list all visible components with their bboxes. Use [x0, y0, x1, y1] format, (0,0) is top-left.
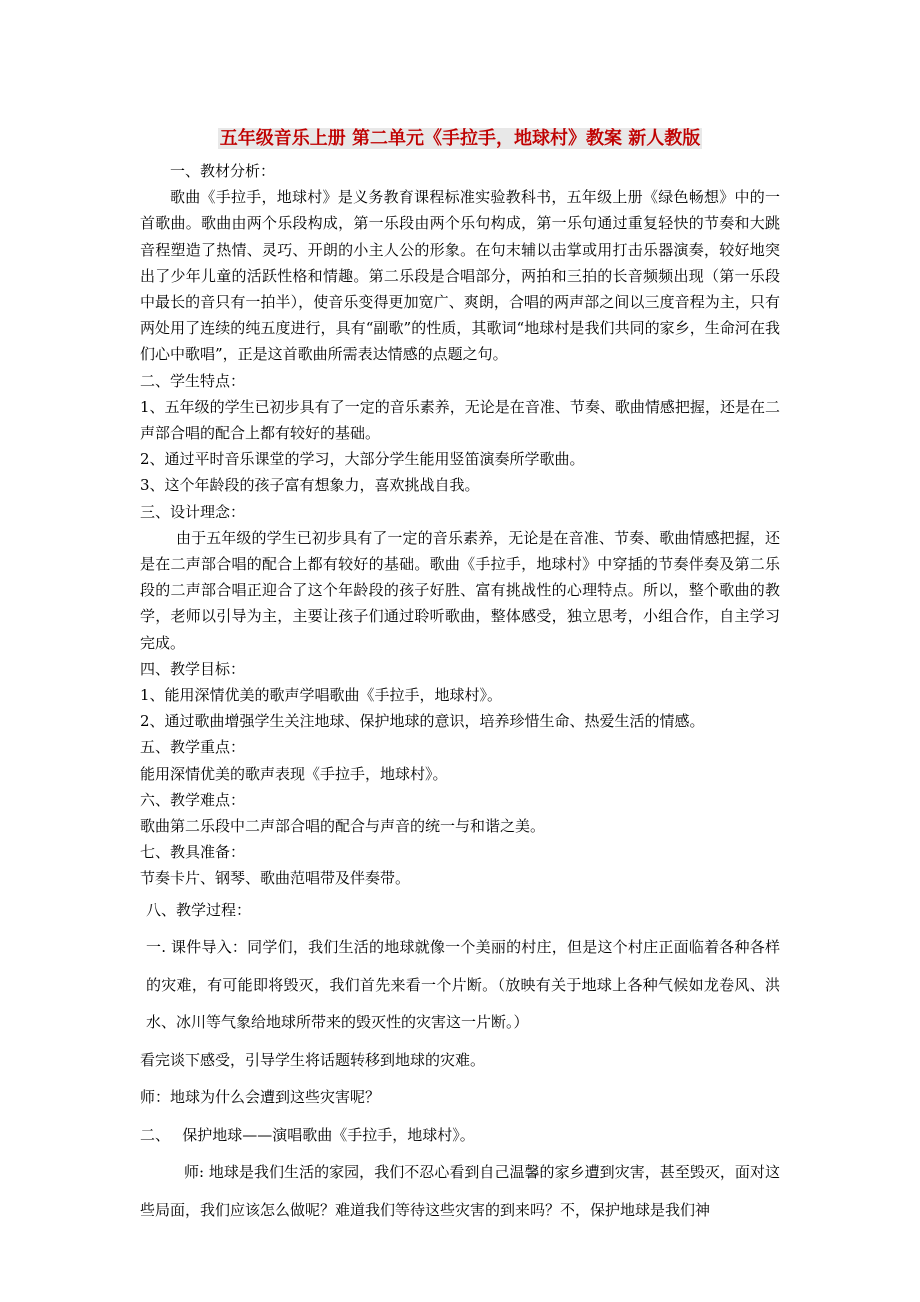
- paragraph: 3、这个年龄段的孩子富有想象力，喜欢挑战自我。: [140, 476, 480, 495]
- paragraph: 1、能用深情优美的歌声学唱歌曲《手拉手，地球村》。: [140, 686, 503, 705]
- section-heading: 八、教学过程：: [146, 900, 252, 919]
- paragraph: 2、通过歌曲增强学生关注地球、保护地球的意识，培养珍惜生命、热爱生活的情感。: [140, 712, 705, 731]
- paragraph: 能用深情优美的歌声表现《手拉手，地球村》。: [140, 764, 448, 783]
- paragraph: 由于五年级的学生已初步具有了一定的音乐素养，无论是在音准、节奏、歌曲情感把握，还是在二声部合唱的配合上都有较好的基础。歌曲《手拉手，地球村》中穿插的节奏伴奏及第二乐段的二声部合唱正迎合了这个年龄段的孩子好胜、富有挑战性的心理特点。所以，整个歌曲的教学，老师以引导为主，主要让孩子们通过聆听歌曲，整体感受，独立思考，小组合作，自主学习完成。: [140, 528, 780, 652]
- paragraph: 歌曲第二乐段中二声部合唱的配合与声音的统一与和谐之美。: [140, 817, 546, 836]
- paragraph: 看完谈下感受，引导学生将话题转移到地球的灾难。: [140, 1050, 486, 1069]
- paragraph: 师: 地球是我们生活的家园，我们不忍心看到自己温馨的家乡遭到灾害，甚至毁灭，面对这些局面，我们应该怎么做呢？难道我们等待这些灾害的到来吗？不，保护地球是我们神: [140, 1163, 780, 1219]
- section-heading: 二、学生特点：: [140, 371, 246, 390]
- paragraph: 二、 保护地球——演唱歌曲《手拉手，地球村》。: [140, 1125, 475, 1144]
- paragraph: 2、通过平时音乐课堂的学习，大部分学生能用竖笛演奏所学歌曲。: [140, 450, 585, 469]
- section-heading: 三、设计理念：: [140, 502, 246, 521]
- section-heading: 一、教材分析：: [170, 162, 276, 180]
- section-heading: 五、教学重点：: [140, 738, 246, 757]
- paragraph: 师：地球为什么会遭到这些灾害呢？: [140, 1088, 381, 1107]
- paragraph: 1、五年级的学生已初步具有了一定的音乐素养，无论是在音准、节奏、歌曲情感把握，还是在二声部合唱的配合上都有较好的基础。: [140, 397, 780, 443]
- section-heading: 六、教学难点：: [140, 790, 246, 809]
- paragraph: 歌曲《手拉手，地球村》是义务教育课程标准实验教科书，五年级上册《绿色畅想》中的一首歌曲。歌曲由两个乐段构成，第一乐段由两个乐句构成，第一乐句通过重复轻快的节奏和大跳音程塑造了热情、灵巧、开朗的小主人公的形象。在句末辅以击掌或用打击乐器演奏，较好地突出了少年儿童的活跃性格和情趣。第二乐段是合唱部分，两拍和三拍的长音频频出现（第一乐段中最长的音只有一拍半），使音乐变得更加宽广、爽朗，合唱的两声部之间以三度音程为主，只有两处用了连续的纯五度进行，具有“副歌”的性质，其歌词“地球村是我们共同的家乡，生命河在我们心中歌唱”，正是这首歌曲所需表达情感的点题之句。: [140, 188, 780, 364]
- document-body: [140, 158, 780, 1229]
- paragraph: 一. 课件导入：同学们，我们生活的地球就像一个美丽的村庄，但是这个村庄正面临着各种各样的灾难，有可能即将毁灭，我们首先来看一个片断。（放映有关于地球上各种气候如龙卷风、洪水、冰川等气象给地球所带来的毁灭性的灾害这一片断。）: [146, 938, 780, 1032]
- section-heading: 四、教学目标：: [140, 659, 246, 678]
- document-title: 五年级音乐上册 第二单元《手拉手，地球村》教案 新人教版: [219, 128, 701, 149]
- paragraph: 节奏卡片、钢琴、歌曲范唱带及伴奏带。: [140, 869, 411, 888]
- section-heading: 七、教具准备：: [140, 843, 246, 862]
